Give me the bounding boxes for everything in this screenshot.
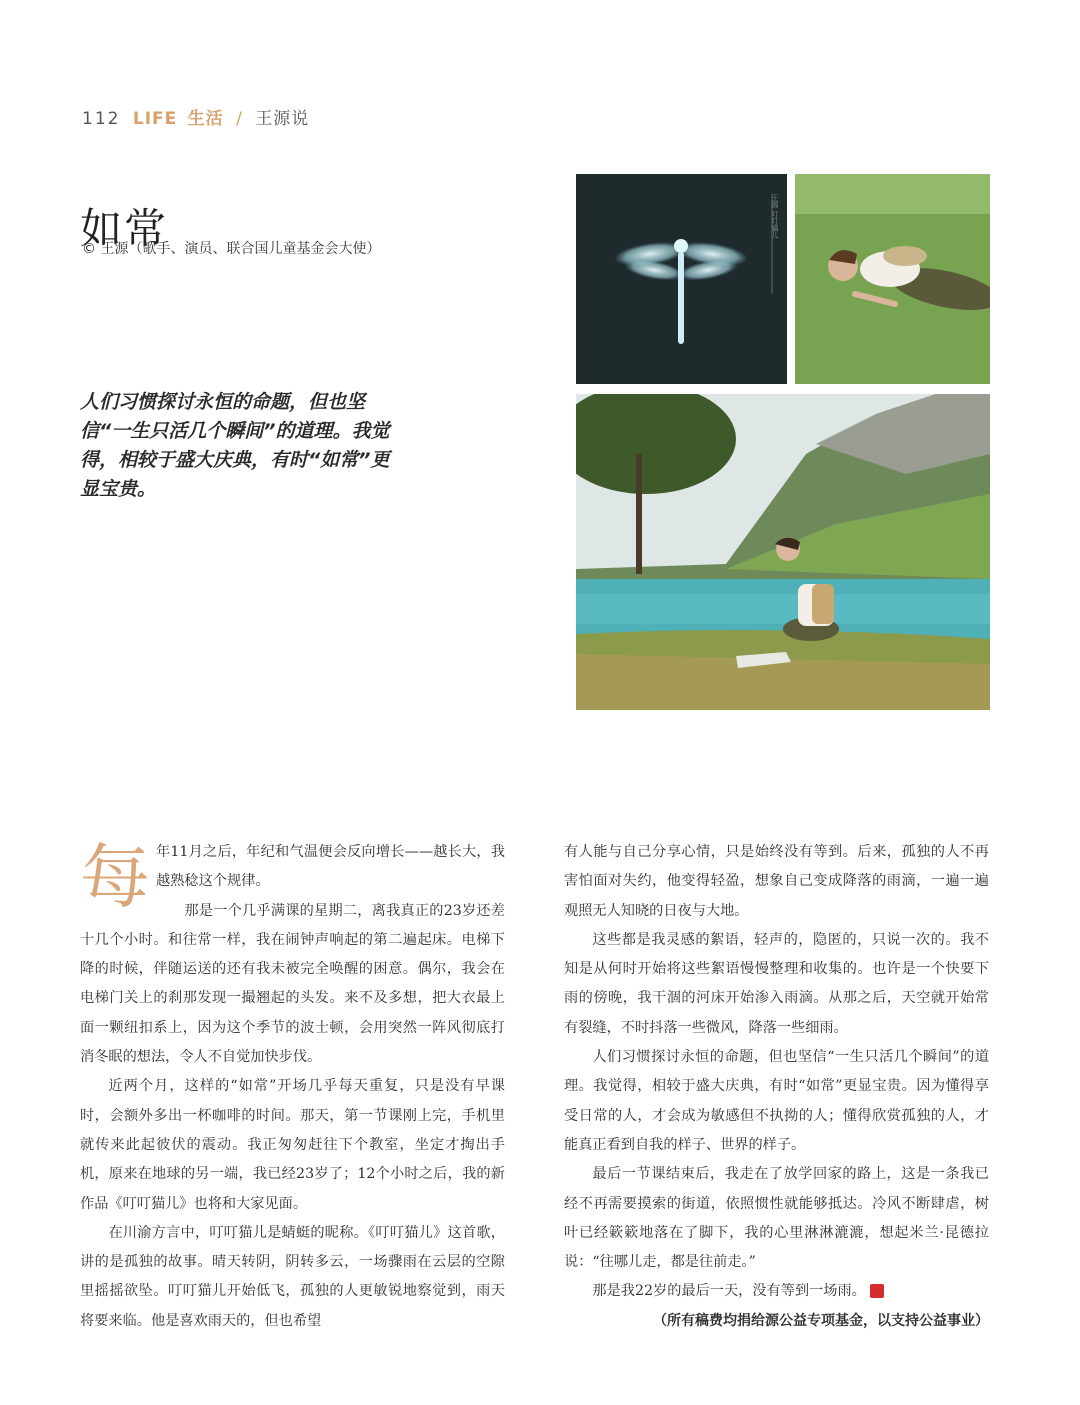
body-paragraph: 那是一个几乎满课的星期二，离我真正的23岁还差十几个小时。和往常一样，我在闹钟声响起的第二遍起床。电梯下降的时候，伴随运送的还有我未被完全唤醒的困意。偶尔，我会在电梯门关上的刹那发现一撮翘起的头发。来不及多想，把大衣最上面一颗纽扣系上，因为这个季节的波士顿，会用突然一阵风彻底打消冬眠的想法，令人不自觉加快步伐。 xyxy=(80,902,505,1066)
body-paragraph: 人们习惯探讨永恒的命题，但也坚信“一生只活几个瞬间”的道理。我觉得，相较于盛大庆典，有时“如常”更显宝贵。因为懂得享受日常的人，才会成为敏感但不执拗的人；懂得欣赏孤独的人，才能真正看到自我的样子、世界的样子。 xyxy=(564,1049,989,1153)
column-name: 王源说 xyxy=(255,109,310,129)
body-paragraph-last xyxy=(564,1277,989,1306)
drop-cap: 每 xyxy=(80,836,150,918)
grass-scene xyxy=(795,174,990,384)
dragonfly-illustration xyxy=(576,174,787,384)
section-label-en: LIFE xyxy=(132,109,178,129)
donation-footnote: （所有稿费均捐给源公益专项基金，以支持公益事业） xyxy=(653,1312,989,1329)
lake-scene xyxy=(576,394,990,710)
lakeside-portrait-photo xyxy=(576,394,990,710)
body-paragraph: 最后一节课结束后，我走在了放学回家的路上，这是一条我已经不再需要摸索的街道，依照惯性就能够抵达。冷风不断肆虐，树叶已经簌簌地落在了脚下，我的心里淋淋漉漉，想起米兰·昆德拉说：“往哪儿走，都是往前走。” xyxy=(564,1166,989,1271)
body-paragraph: 在川渝方言中，叮叮猫儿是蜻蜓的昵称。《叮叮猫儿》这首歌，讲的是孤独的故事。晴天转阴，阴转多云，一场骤雨在云层的空隙里摇摇欲坠。叮叮猫儿开始低飞，孤独的人更敏锐地察觉到，雨天将要来临。他是喜欢雨天的，但也希望 xyxy=(80,1224,505,1329)
body-paragraph: 有人能与自己分享心情，只是始终没有等到。后来，孤独的人不再害怕面对失约，他变得轻盈，想象自己变成降落的雨滴，一遍一遍观照无人知晓的日夜与大地。 xyxy=(564,844,989,919)
article-body-left xyxy=(80,838,505,1336)
album-spine-text: 王源 叮叮猫儿 xyxy=(771,194,779,239)
pull-quote: 人们习惯探讨永恒的命题，但也坚信“一生只活几个瞬间”的道理。我觉得，相较于盛大庆典，有时“如常”更显宝贵。 xyxy=(80,391,390,500)
body-paragraph-text: 那是我22岁的最后一天，没有等到一场雨。 xyxy=(592,1283,866,1300)
album-cover-image xyxy=(576,174,787,384)
end-mark-icon: G xyxy=(870,1284,884,1298)
body-paragraph: 近两个月，这样的“如常”开场几乎每天重复，只是没有早课时，会额外多出一杯咖啡的时间。那天，第一节课刚上完，手机里就传来此起彼伏的震动。我正匆匆赶往下个教室，坐定才掏出手机，原来在地球的另一端，我已经23岁了；12个小时之后，我的新作品《叮叮猫儿》也将和大家见面。 xyxy=(80,1078,505,1212)
page-number: 112 xyxy=(82,109,121,129)
header-separator: / xyxy=(236,109,243,129)
body-paragraph: 这些都是我灵感的絮语，轻声的，隐匿的，只说一次的。我不知是从何时开始将这些絮语慢慢整理和收集的。也许是一个快要下雨的傍晚，我干涸的河床开始渗入雨滴。从那之后，天空就开始常有裂缝，不时抖落一些微风，降落一些细雨。 xyxy=(564,931,989,1036)
article-body-right xyxy=(564,838,989,1336)
section-label-cn: 生活 xyxy=(187,109,224,129)
article-title: 如常 xyxy=(80,204,169,254)
body-paragraph: 年11月之后，年纪和气温便会反向增长——越长大，我越熟稔这个规律。 xyxy=(156,844,505,890)
grass-portrait-photo xyxy=(795,174,990,384)
article-byline: © 王源（歌手、演员、联合国儿童基金会大使） xyxy=(82,241,381,257)
running-header xyxy=(82,104,309,129)
